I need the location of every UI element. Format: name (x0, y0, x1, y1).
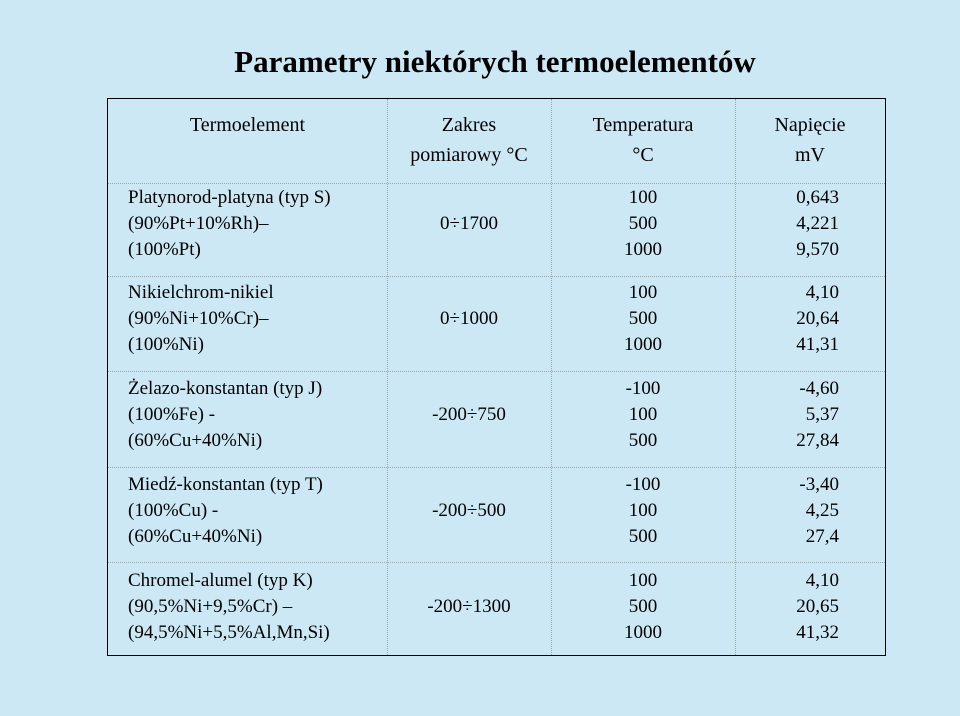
measurement-range: -200÷500 (432, 500, 506, 521)
thermocouple-name: Miedź-konstantan (typ T) (100%Cu) - (60%Cu+40%Ni) (128, 474, 323, 547)
thermocouple-name: Nikielchrom-nikiel (90%Ni+10%Cr)– (100%Ni) (128, 282, 274, 355)
header-napiecie: Napięcie mV (774, 114, 846, 166)
header-zakres: Zakres pomiarowy °C (410, 114, 528, 166)
temperature-values: 100 500 1000 (624, 570, 662, 643)
row-divider (108, 183, 885, 184)
voltage-values: -3,40 4,25 27,4 (799, 474, 839, 547)
temperature-values: 100 500 1000 (624, 282, 662, 355)
row-divider (108, 467, 885, 468)
thermocouple-name: Chromel-alumel (typ K) (90,5%Ni+9,5%Cr) – (94,5%Ni+5,5%Al,Mn,Si) (128, 570, 330, 643)
voltage-values: -4,60 5,37 27,84 (796, 378, 839, 451)
page-title: Parametry niektórych termoelementów (234, 44, 756, 79)
temperature-values: 100 500 1000 (624, 187, 662, 260)
voltage-values: 4,10 20,65 41,32 (796, 570, 839, 643)
temperature-values: -100 100 500 (625, 474, 661, 547)
row-divider (108, 562, 885, 563)
voltage-values: 4,10 20,64 41,31 (796, 282, 839, 355)
measurement-range: 0÷1700 (440, 213, 498, 234)
voltage-values: 0,643 4,221 9,570 (796, 187, 839, 260)
thermocouple-name: Platynorod-platyna (typ S) (90%Pt+10%Rh)– (100%Pt) (128, 187, 331, 260)
header-temperatura: Temperatura °C (592, 114, 694, 166)
measurement-range: -200÷750 (432, 404, 506, 425)
row-divider (108, 276, 885, 277)
temperature-values: -100 100 500 (625, 378, 661, 451)
row-divider (108, 371, 885, 372)
measurement-range: 0÷1000 (440, 308, 498, 329)
thermocouple-name: Żelazo-konstantan (typ J) (100%Fe) - (60%Cu+40%Ni) (128, 378, 323, 451)
measurement-range: -200÷1300 (427, 596, 511, 617)
header-termoelement: Termoelement (189, 114, 306, 136)
thermocouple-table (107, 98, 886, 656)
